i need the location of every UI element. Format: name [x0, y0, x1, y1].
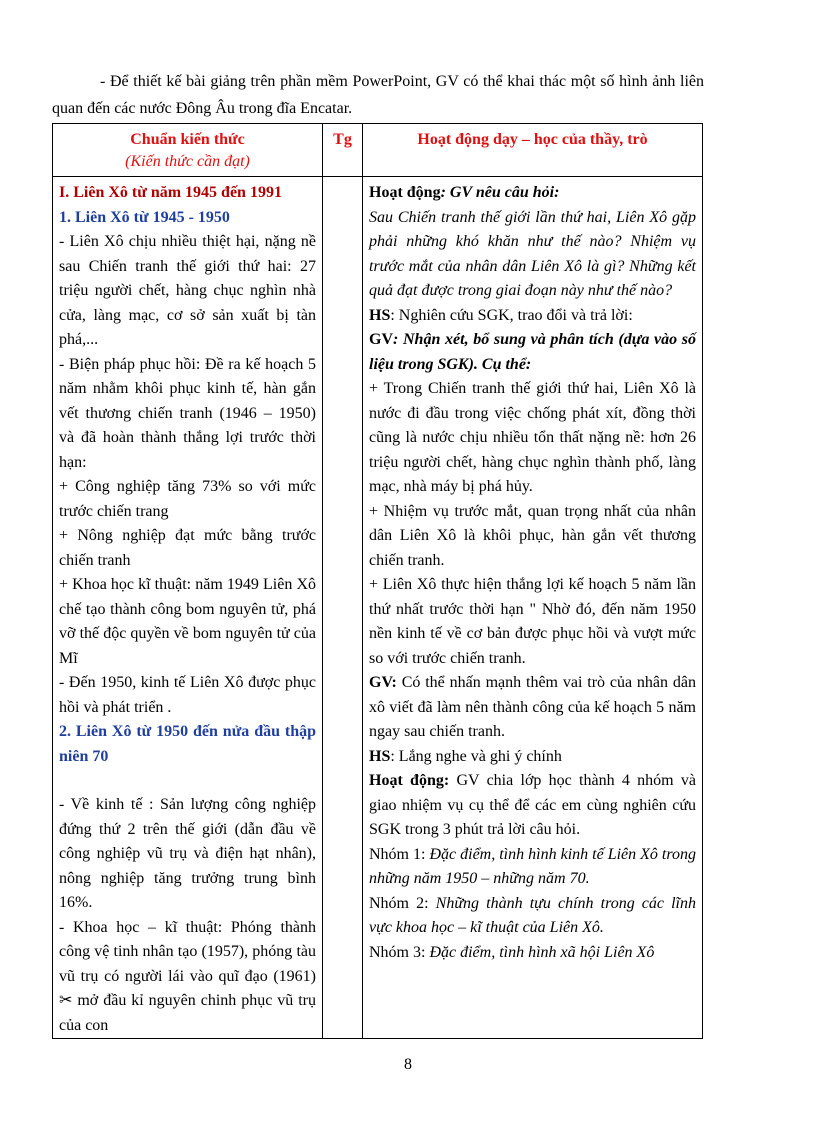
activity-point-2: + Nhiệm vụ trước mắt, quan trọng nhất của nhân dân Liên Xô là khôi phục, hàn gắn vết thương chiến tranh. [369, 502, 696, 569]
group-3 [369, 941, 696, 966]
activity-point-3: + Liên Xô thực hiện thắng lợi kế hoạch 5 năm lần thứ nhất trước thời hạn " Nhờ đó, đến năm 1950 nền kinh tế về cơ bản được phục hồi và vượt mức so với trước chiến tranh. [369, 576, 696, 667]
activity-1 [369, 181, 696, 206]
knowledge-p1: - Liên Xô chịu nhiều thiệt hại, nặng nề sau Chiến tranh thế giới thứ hai: 27 triệu người chết, hàng chục nghìn nhà cửa, làng mạc, cơ sở sản xuất bị tàn phá,... [59, 233, 316, 348]
activity-gv-1-text: : Nhận xét, bổ sung và phân tích (dựa vào số liệu trong SGK). Cụ thể: [369, 331, 696, 373]
activity-hs-2-label: HS [369, 747, 391, 765]
activity-gv-2-text: Có thể nhấn mạnh thêm vai trò của nhân dân xô viết đã làm nên thành công của kế hoạch 5 năm ngay sau chiến tranh. [369, 674, 696, 740]
header-time [323, 124, 363, 177]
knowledge-p8-a: - Khoa học – kĩ thuật: Phóng thành công vệ tinh nhân tạo (1957), phóng tàu vũ trụ có người lái vào quĩ đạo (1961) [59, 918, 316, 985]
header-activities [363, 124, 703, 177]
knowledge-p6: - Đến 1950, kinh tế Liên Xô được phục hồi và phát triển . [59, 674, 316, 716]
knowledge-p8-b: mở đầu kỉ nguyên chinh phục vũ trụ của con [59, 992, 316, 1034]
header-activities-label: Hoạt động dạy – học của thầy, trò [417, 131, 648, 148]
activity-hs-1-label: HS [369, 306, 391, 324]
group-3-label: Nhóm 3: [369, 943, 430, 961]
table-body-row [53, 177, 703, 1039]
section-title: I. Liên Xô từ năm 1945 đến 1991 [59, 184, 282, 201]
header-knowledge [53, 124, 323, 177]
knowledge-p8 [59, 916, 316, 1039]
activity-gv-2-label: GV: [369, 674, 397, 691]
group-1-label: Nhóm 1: [369, 845, 430, 863]
knowledge-cell [53, 177, 323, 1039]
page-number: 8 [404, 1056, 412, 1073]
activity-gv-2 [369, 671, 696, 745]
activity-hs-2 [369, 745, 696, 770]
table-header-row [53, 124, 703, 177]
group-3-text: Đặc điểm, tình hình xã hội Liên Xô [429, 943, 655, 961]
time-cell [323, 177, 363, 1039]
knowledge-p4: + Nông nghiệp đạt mức bằng trước chiến tranh [59, 527, 316, 569]
knowledge-p2: - Biện pháp phục hồi: Đề ra kế hoạch 5 năm nhằm khôi phục kinh tế, hàn gắn vết thương chiến tranh (1946 – 1950) và đã hoàn thành thắng lợi trước thời hạn: [59, 355, 316, 471]
header-knowledge-title: Chuẩn kiến thức [130, 131, 245, 148]
activity-hs-2-text: : Lắng nghe và ghi ý chính [390, 747, 562, 765]
activity-2 [369, 769, 696, 843]
activity-gv-1 [369, 328, 696, 377]
group-2 [369, 892, 696, 941]
intro-paragraph: - Để thiết kế bài giảng trên phần mềm PowerPoint, GV có thể khai thác một số hình ảnh liên quan đến các nước Đông Âu trong đĩa Encatar. [52, 73, 704, 117]
activity-1-text: : GV nêu câu hỏi: [440, 184, 560, 201]
activity-1-label: Hoạt động [369, 184, 441, 201]
knowledge-p7: - Về kinh tế : Sản lượng công nghiệp đứng thứ 2 trên thế giới (dẫn đầu về công nghiệp vũ trụ và điện hạt nhân), nông nghiệp tăng trưởng trung bình 16%. [59, 796, 316, 911]
group-2-text: Những thành tựu chính trong các lĩnh vực khoa học – kĩ thuật của Liên Xô. [369, 894, 696, 936]
activities-cell [363, 177, 703, 1039]
knowledge-p5: + Khoa học kĩ thuật: năm 1949 Liên Xô chế tạo thành công bom nguyên tử, phá vỡ thế độc quyền về bom nguyên tử của Mĩ [59, 576, 316, 667]
group-1-text: Đặc điểm, tình hình kinh tế Liên Xô trong những năm 1950 – những năm 70. [369, 845, 697, 887]
activity-point-1: + Trong Chiến tranh thế giới thứ hai, Liên Xô là nước đi đầu trong việc chống phát xít, đồng thời cũng là nước chịu nhiều tổn thất nặng nề: hơn 26 triệu người chết, hàng chục nghìn thành phố, làng mạc, nhà máy bị phá hủy. [369, 380, 696, 495]
activity-questions: Sau Chiến tranh thế giới lần thứ hai, Liên Xô gặp phải những khó khăn như thế nào? Nhiệm vụ trước mắt của nhân dân Liên Xô là gì? Những kết quả đạt được trong giai đoạn này như thế nào? [369, 208, 696, 299]
header-time-label: Tg [333, 131, 352, 148]
subsection-2-title: 2. Liên Xô từ 1950 đến nửa đầu thập niên 70 [59, 723, 316, 765]
activity-hs-1-text: : Nghiên cứu SGK, trao đổi và trả lời: [390, 306, 633, 324]
activity-2-label: Hoạt động: [369, 772, 450, 789]
lesson-table [52, 123, 703, 1039]
subsection-1-title: 1. Liên Xô từ 1945 - 1950 [59, 208, 230, 226]
activity-hs-1 [369, 304, 696, 329]
activity-gv-1-label: GV [369, 331, 393, 348]
knowledge-p3: + Công nghiệp tăng 73% so với mức trước chiến trang [59, 478, 316, 520]
scissors-icon: ✂ [59, 992, 73, 1009]
group-1 [369, 843, 696, 892]
activity-2-text: GV chia lớp học thành 4 nhóm và giao nhiệm vụ cụ thể để các em cùng nghiên cứu SGK trong 3 phút trả lời câu hỏi. [369, 772, 696, 838]
header-knowledge-subtitle: (Kiến thức cần đạt) [125, 153, 250, 170]
group-2-label: Nhóm 2: [369, 894, 436, 912]
